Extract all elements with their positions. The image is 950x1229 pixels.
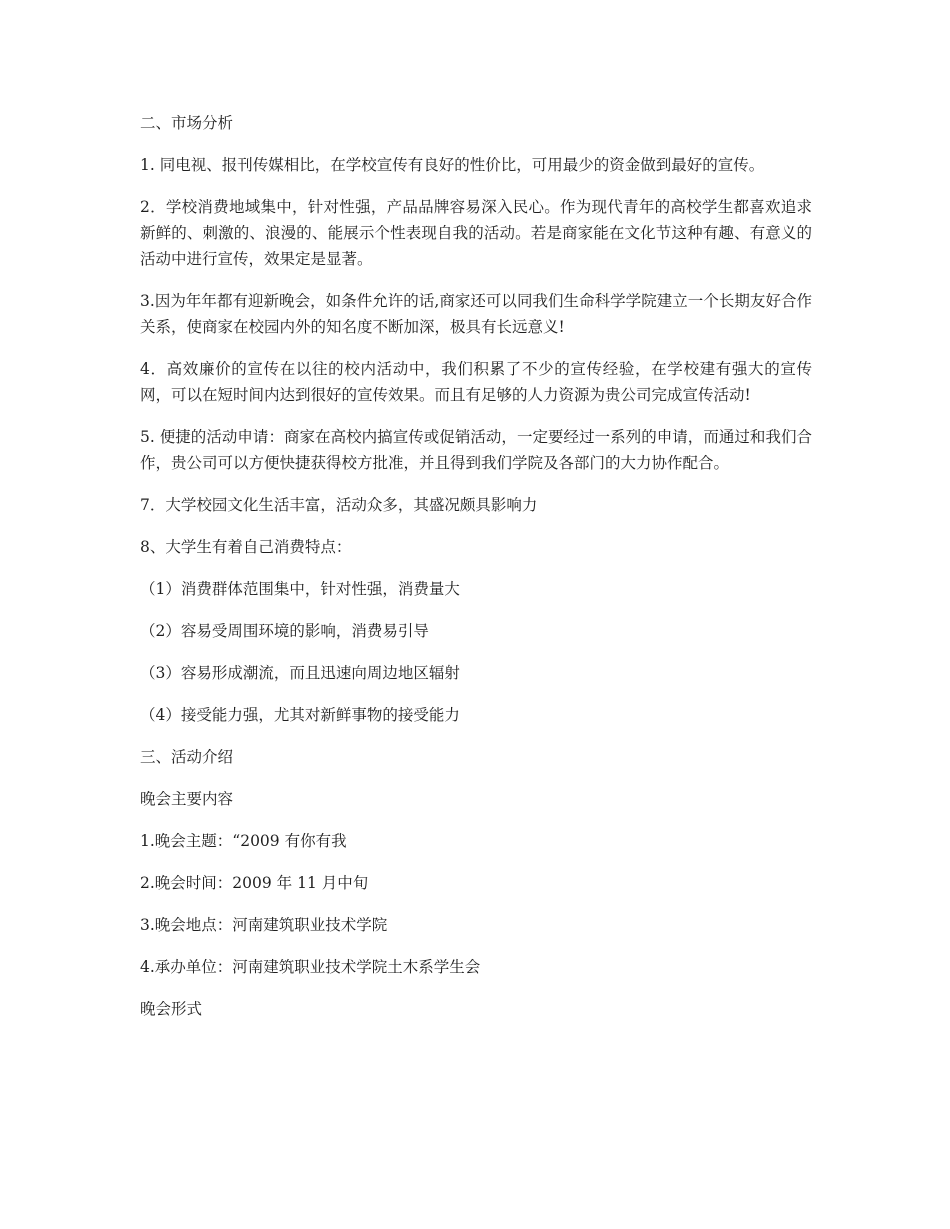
list-item-consumer-trait-4: （4）接受能力强，尤其对新鲜事物的接受能力 <box>140 706 460 724</box>
document-body <box>140 110 812 1038</box>
gala-time: 2.晚会时间：2009 年 11 月中旬 <box>140 874 369 892</box>
paragraph-point-5: 5. 便捷的活动申请：商家在高校内搞宣传或促销活动，一定要经过一系列的申请，而通过和我们合作，贵公司可以方便快捷获得校方批准，并且得到我们学院及各部门的大力协作配合。 <box>140 428 813 472</box>
paragraph-point-8: 8、大学生有着自己消费特点： <box>140 538 352 556</box>
paragraph-point-2: 2．学校消费地域集中，针对性强，产品品牌容易深入民心。作为现代青年的高校学生都喜欢追求新鲜的、刺激的、浪漫的、能展示个性表现自我的活动。若是商家能在文化节这种有趣、有意义的活动中进行宣传，效果定是显著。 <box>140 198 812 268</box>
gala-organizer: 4.承办单位：河南建筑职业技术学院土木系学生会 <box>140 958 481 976</box>
subheading-gala-content: 晚会主要内容 <box>140 790 234 808</box>
paragraph-point-1: 1. 同电视、报刊传媒相比，在学校宣传有良好的性价比，可用最少的资金做到最好的宣传。 <box>140 156 765 174</box>
section-heading-market-analysis: 二、市场分析 <box>140 114 234 132</box>
paragraph-point-4: 4．高效廉价的宣传在以往的校内活动中，我们积累了不少的宣传经验，在学校建有强大的宣传网，可以在短时间内达到很好的宣传效果。而且有足够的人力资源为贵公司完成宣传活动! <box>140 360 812 404</box>
section-heading-activity-intro: 三、活动介绍 <box>140 748 234 766</box>
paragraph-point-7: 7．大学校园文化生活丰富，活动众多，其盛况颇具影响力 <box>140 496 538 514</box>
subheading-gala-format: 晚会形式 <box>140 1000 203 1018</box>
list-item-consumer-trait-3: （3）容易形成潮流，而且迅速向周边地区辐射 <box>140 664 460 682</box>
list-item-consumer-trait-2: （2）容易受周围环境的影响，消费易引导 <box>140 622 429 640</box>
gala-theme: 1.晚会主题：“2009 有你有我 <box>140 832 347 850</box>
paragraph-point-3: 3.因为年年都有迎新晚会，如条件允许的话,商家还可以同我们生命科学学院建立一个长期友好合作关系，使商家在校园内外的知名度不断加深，极具有长远意义! <box>140 292 812 336</box>
list-item-consumer-trait-1: （1）消费群体范围集中，针对性强，消费量大 <box>140 580 460 598</box>
gala-location: 3.晚会地点：河南建筑职业技术学院 <box>140 916 388 934</box>
